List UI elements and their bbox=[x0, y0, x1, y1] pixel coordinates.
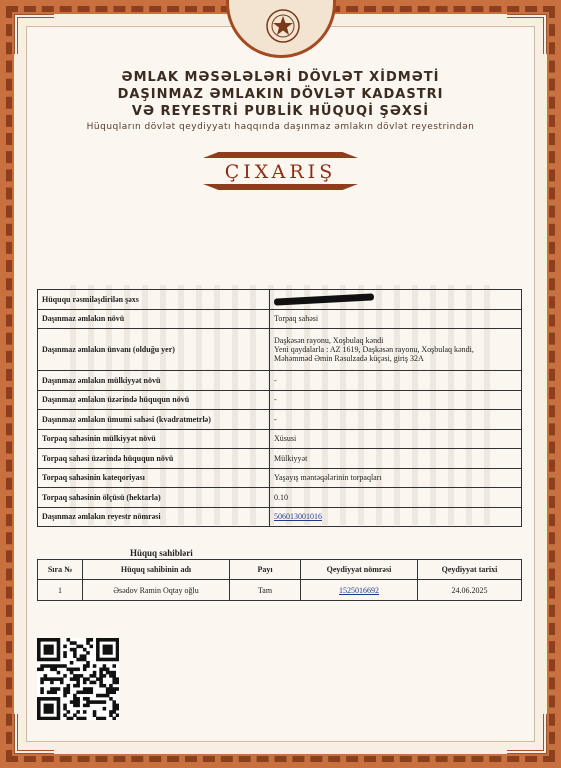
banner-bottom-bar bbox=[203, 184, 358, 190]
row-label: Daşınmaz əmlakın mülkiyyət növü bbox=[38, 371, 270, 391]
table-row bbox=[38, 507, 522, 527]
table-row bbox=[38, 429, 522, 449]
row-label: Torpaq sahəsinin mülkiyyət növü bbox=[38, 429, 270, 449]
table-row bbox=[38, 290, 522, 310]
owner-registration-date: 24.06.2025 bbox=[418, 580, 522, 601]
table-row bbox=[38, 390, 522, 410]
table-row bbox=[38, 410, 522, 430]
table-row bbox=[38, 371, 522, 391]
row-value: - bbox=[270, 371, 522, 391]
state-emblem-icon bbox=[265, 8, 301, 44]
header-line-3: VƏ REYESTRİ PUBLİK HÜQUQİ ŞƏXSİ bbox=[131, 104, 430, 119]
row-label: Daşınmaz əmlakın reyestr nömrəsi bbox=[38, 507, 270, 527]
row-label: Torpaq sahəsinin kateqoriyası bbox=[38, 468, 270, 488]
row-value bbox=[270, 290, 522, 310]
row-value: Xüsusi bbox=[270, 429, 522, 449]
row-label: Torpaq sahəsinin ölçüsü (hektarla) bbox=[38, 488, 270, 508]
column-header: Payı bbox=[230, 560, 301, 580]
header-line-2: DAŞINMAZ ƏMLAKIN DÖVLƏT KADASTRI bbox=[117, 87, 444, 102]
row-value: Torpaq sahəsi bbox=[270, 309, 522, 329]
owners-table bbox=[37, 559, 522, 601]
header-line-1: ƏMLAK MƏSƏLƏLƏRİ DÖVLƏT XİDMƏTİ bbox=[121, 70, 440, 85]
registry-number-link[interactable]: 506013001016 bbox=[274, 512, 322, 522]
table-row bbox=[38, 580, 522, 601]
row-label: Daşınmaz əmlakın üzərində hüququn növü bbox=[38, 390, 270, 410]
table-row bbox=[38, 309, 522, 329]
registration-number-link[interactable]: 1525016692 bbox=[339, 585, 379, 595]
owner-registration-number bbox=[301, 580, 418, 601]
column-header: Hüquq sahibinin adı bbox=[83, 560, 230, 580]
owner-index: 1 bbox=[38, 580, 83, 601]
table-header-row bbox=[38, 560, 522, 580]
banner-top-bar bbox=[203, 152, 358, 158]
qr-code-icon bbox=[37, 638, 119, 720]
title-banner bbox=[203, 152, 358, 190]
table-row bbox=[38, 468, 522, 488]
qr-code[interactable] bbox=[37, 638, 119, 720]
column-header: Qeydiyyat nömrəsi bbox=[301, 560, 418, 580]
row-value-address bbox=[270, 329, 522, 371]
table-row bbox=[38, 488, 522, 508]
address-line: Daşkəsən rayonu, Xoşbulaq kəndi bbox=[274, 336, 384, 345]
row-label: Torpaq sahəsi üzərində hüququn növü bbox=[38, 449, 270, 469]
row-label: Daşınmaz əmlakın ünvanı (olduğu yer) bbox=[38, 329, 270, 371]
row-value: Mülkiyyət bbox=[270, 449, 522, 469]
row-label: Hüququ rəsmiləşdirilən şəxs bbox=[38, 290, 270, 310]
row-value: - bbox=[270, 390, 522, 410]
row-value: Yaşayış məntəqələrinin torpaqları bbox=[270, 468, 522, 488]
property-details-table bbox=[37, 289, 522, 527]
document-title: ÇIXARIŞ bbox=[224, 161, 337, 183]
column-header: Qeydiyyat tarixi bbox=[418, 560, 522, 580]
row-label: Daşınmaz əmlakın ümumi sahəsi (kvadratmetrlə) bbox=[38, 410, 270, 430]
redacted-name bbox=[274, 294, 374, 306]
address-line: Yeni qaydalarla : AZ 1619, Daşkəsən rayonu, Xoşbulaq kəndi, bbox=[274, 345, 474, 354]
table-row bbox=[38, 329, 522, 371]
owners-section-title: Hüquq sahibləri bbox=[130, 548, 193, 558]
row-value bbox=[270, 507, 522, 527]
table-row bbox=[38, 449, 522, 469]
row-value: 0.10 bbox=[270, 488, 522, 508]
column-header: Sıra № bbox=[38, 560, 83, 580]
row-value: - bbox=[270, 410, 522, 430]
address-line: Məhəmməd Əmin Rəsulzadə küçəsi, giriş 32A bbox=[274, 354, 424, 363]
owner-name: Əsədov Ramin Oqtay oğlu bbox=[83, 580, 230, 601]
header-subtitle: Hüquqların dövlət qeydiyyatı haqqında daşınmaz əmlakın dövlət reyestrindən bbox=[86, 122, 475, 132]
owner-share: Tam bbox=[230, 580, 301, 601]
row-label: Daşınmaz əmlakın növü bbox=[38, 309, 270, 329]
